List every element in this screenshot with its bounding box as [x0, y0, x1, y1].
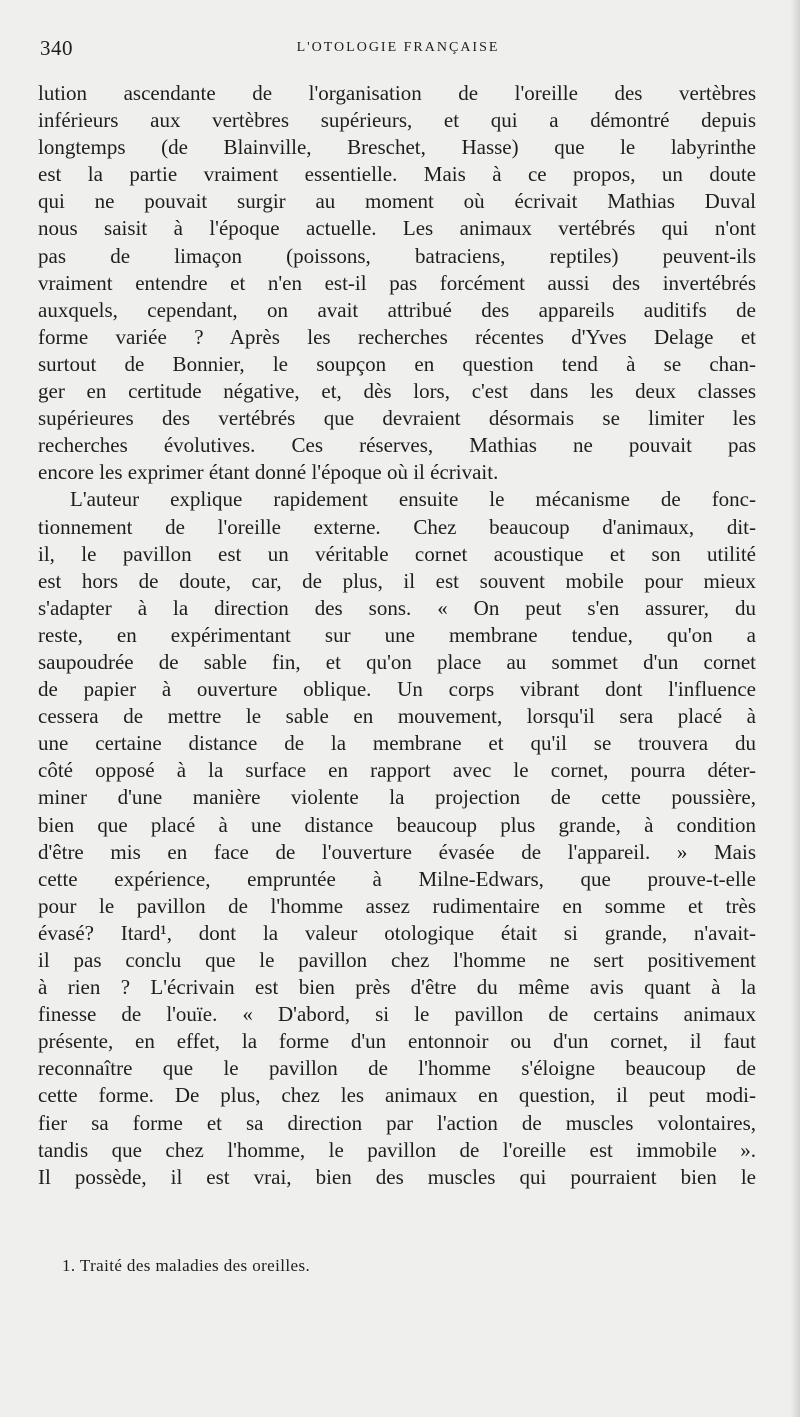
- text-line: cessera de mettre le sable en mouvement, lorsqu'il sera placé à: [38, 704, 756, 729]
- text-line: côté opposé à la surface en rapport avec le cornet, pourra déter-: [38, 758, 756, 783]
- text-line: cette forme. De plus, chez les animaux en question, il peut modi-: [38, 1083, 756, 1108]
- text-line: encore les exprimer étant donné l'époque où il écrivait.: [38, 460, 499, 485]
- text-line: lution ascendante de l'organisation de l'oreille des vertèbres: [38, 81, 756, 105]
- text-line: s'adapter à la direction des sons. « On peut s'en assurer, du: [38, 595, 756, 620]
- page-header: [40, 36, 756, 62]
- text-line: surtout de Bonnier, le soupçon en question tend à se chan-: [38, 351, 756, 376]
- text-line: longtemps (de Blainville, Breschet, Hasse) que le labyrinthe: [38, 135, 756, 160]
- text-line: tionnement de l'oreille externe. Chez beaucoup d'animaux, dit-: [38, 514, 756, 539]
- text-line: inférieurs aux vertèbres supérieurs, et qui a démontré depuis: [38, 108, 756, 133]
- text-line: recherches évolutives. Ces réserves, Mathias ne pouvait pas: [38, 433, 756, 458]
- text-line: Il possède, il est vrai, bien des muscles qui pourraient bien le: [38, 1164, 756, 1189]
- text-line: L'auteur explique rapidement ensuite le mécanisme de fonc-: [70, 487, 756, 512]
- text-line: pour le pavillon de l'homme assez rudimentaire en somme et très: [38, 893, 756, 918]
- page-number: 340: [40, 36, 73, 60]
- footnote: 1. Traité des maladies des oreilles.: [62, 1256, 311, 1275]
- text-line: nous saisit à l'époque actuelle. Les animaux vertébrés qui n'ont: [38, 216, 756, 241]
- page-edge-shadow: [790, 0, 800, 1417]
- text-line: d'être mis en face de l'ouverture évasée de l'appareil. » Mais: [38, 839, 756, 864]
- text-line: ger en certitude négative, et, dès lors, c'est dans les deux classes: [38, 379, 756, 404]
- text-line: tandis que chez l'homme, le pavillon de l'oreille est immobile ».: [38, 1137, 756, 1162]
- text-line: finesse de l'ouïe. « D'abord, si le pavillon de certains animaux: [38, 1002, 756, 1027]
- text-line: une certaine distance de la membrane et qu'il se trouvera du: [38, 731, 756, 756]
- text-line: forme variée ? Après les recherches récentes d'Yves Delage et: [38, 324, 756, 349]
- text-line: est la partie vraiment essentielle. Mais à ce propos, un doute: [38, 162, 756, 187]
- running-title: L'OTOLOGIE FRANÇAISE: [296, 40, 500, 55]
- body-text: [38, 80, 756, 1191]
- text-line: auxquels, cependant, on avait attribué des appareils auditifs de: [38, 297, 756, 322]
- text-line: qui ne pouvait surgir au moment où écrivait Mathias Duval: [38, 189, 756, 214]
- text-line: évasé? Itard¹, dont la valeur otologique était si grande, n'avait-: [38, 920, 756, 945]
- text-line: il, le pavillon est un véritable cornet acoustique et son utilité: [38, 541, 756, 566]
- text-line: pas de limaçon (poissons, batraciens, reptiles) peuvent-ils: [38, 243, 756, 268]
- text-line: vraiment entendre et n'en est-il pas forcément aussi des invertébrés: [38, 270, 756, 295]
- text-line: présente, en effet, la forme d'un entonnoir ou d'un cornet, il faut: [38, 1029, 756, 1054]
- text-line: saupoudrée de sable fin, et qu'on place au sommet d'un cornet: [38, 649, 756, 674]
- text-line: reconnaître que le pavillon de l'homme s'éloigne beaucoup de: [38, 1056, 756, 1081]
- text-line: de papier à ouverture oblique. Un corps vibrant dont l'influence: [38, 677, 756, 702]
- text-line: supérieures des vertébrés que devraient désormais se limiter les: [38, 406, 756, 431]
- text-line: fier sa forme et sa direction par l'action de muscles volontaires,: [38, 1110, 756, 1135]
- text-line: miner d'une manière violente la projection de cette poussière,: [38, 785, 756, 810]
- text-line: est hors de doute, car, de plus, il est souvent mobile pour mieux: [38, 568, 756, 593]
- text-line: il pas conclu que le pavillon chez l'homme ne sert positivement: [38, 948, 756, 972]
- text-line: bien que placé à une distance beaucoup plus grande, à condition: [38, 812, 756, 837]
- text-line: à rien ? L'écrivain est bien près d'être du même avis quant à la: [38, 975, 756, 1000]
- text-line: cette expérience, empruntée à Milne-Edwars, que prouve-t-elle: [38, 866, 756, 891]
- text-line: reste, en expérimentant sur une membrane tendue, qu'on a: [38, 622, 756, 647]
